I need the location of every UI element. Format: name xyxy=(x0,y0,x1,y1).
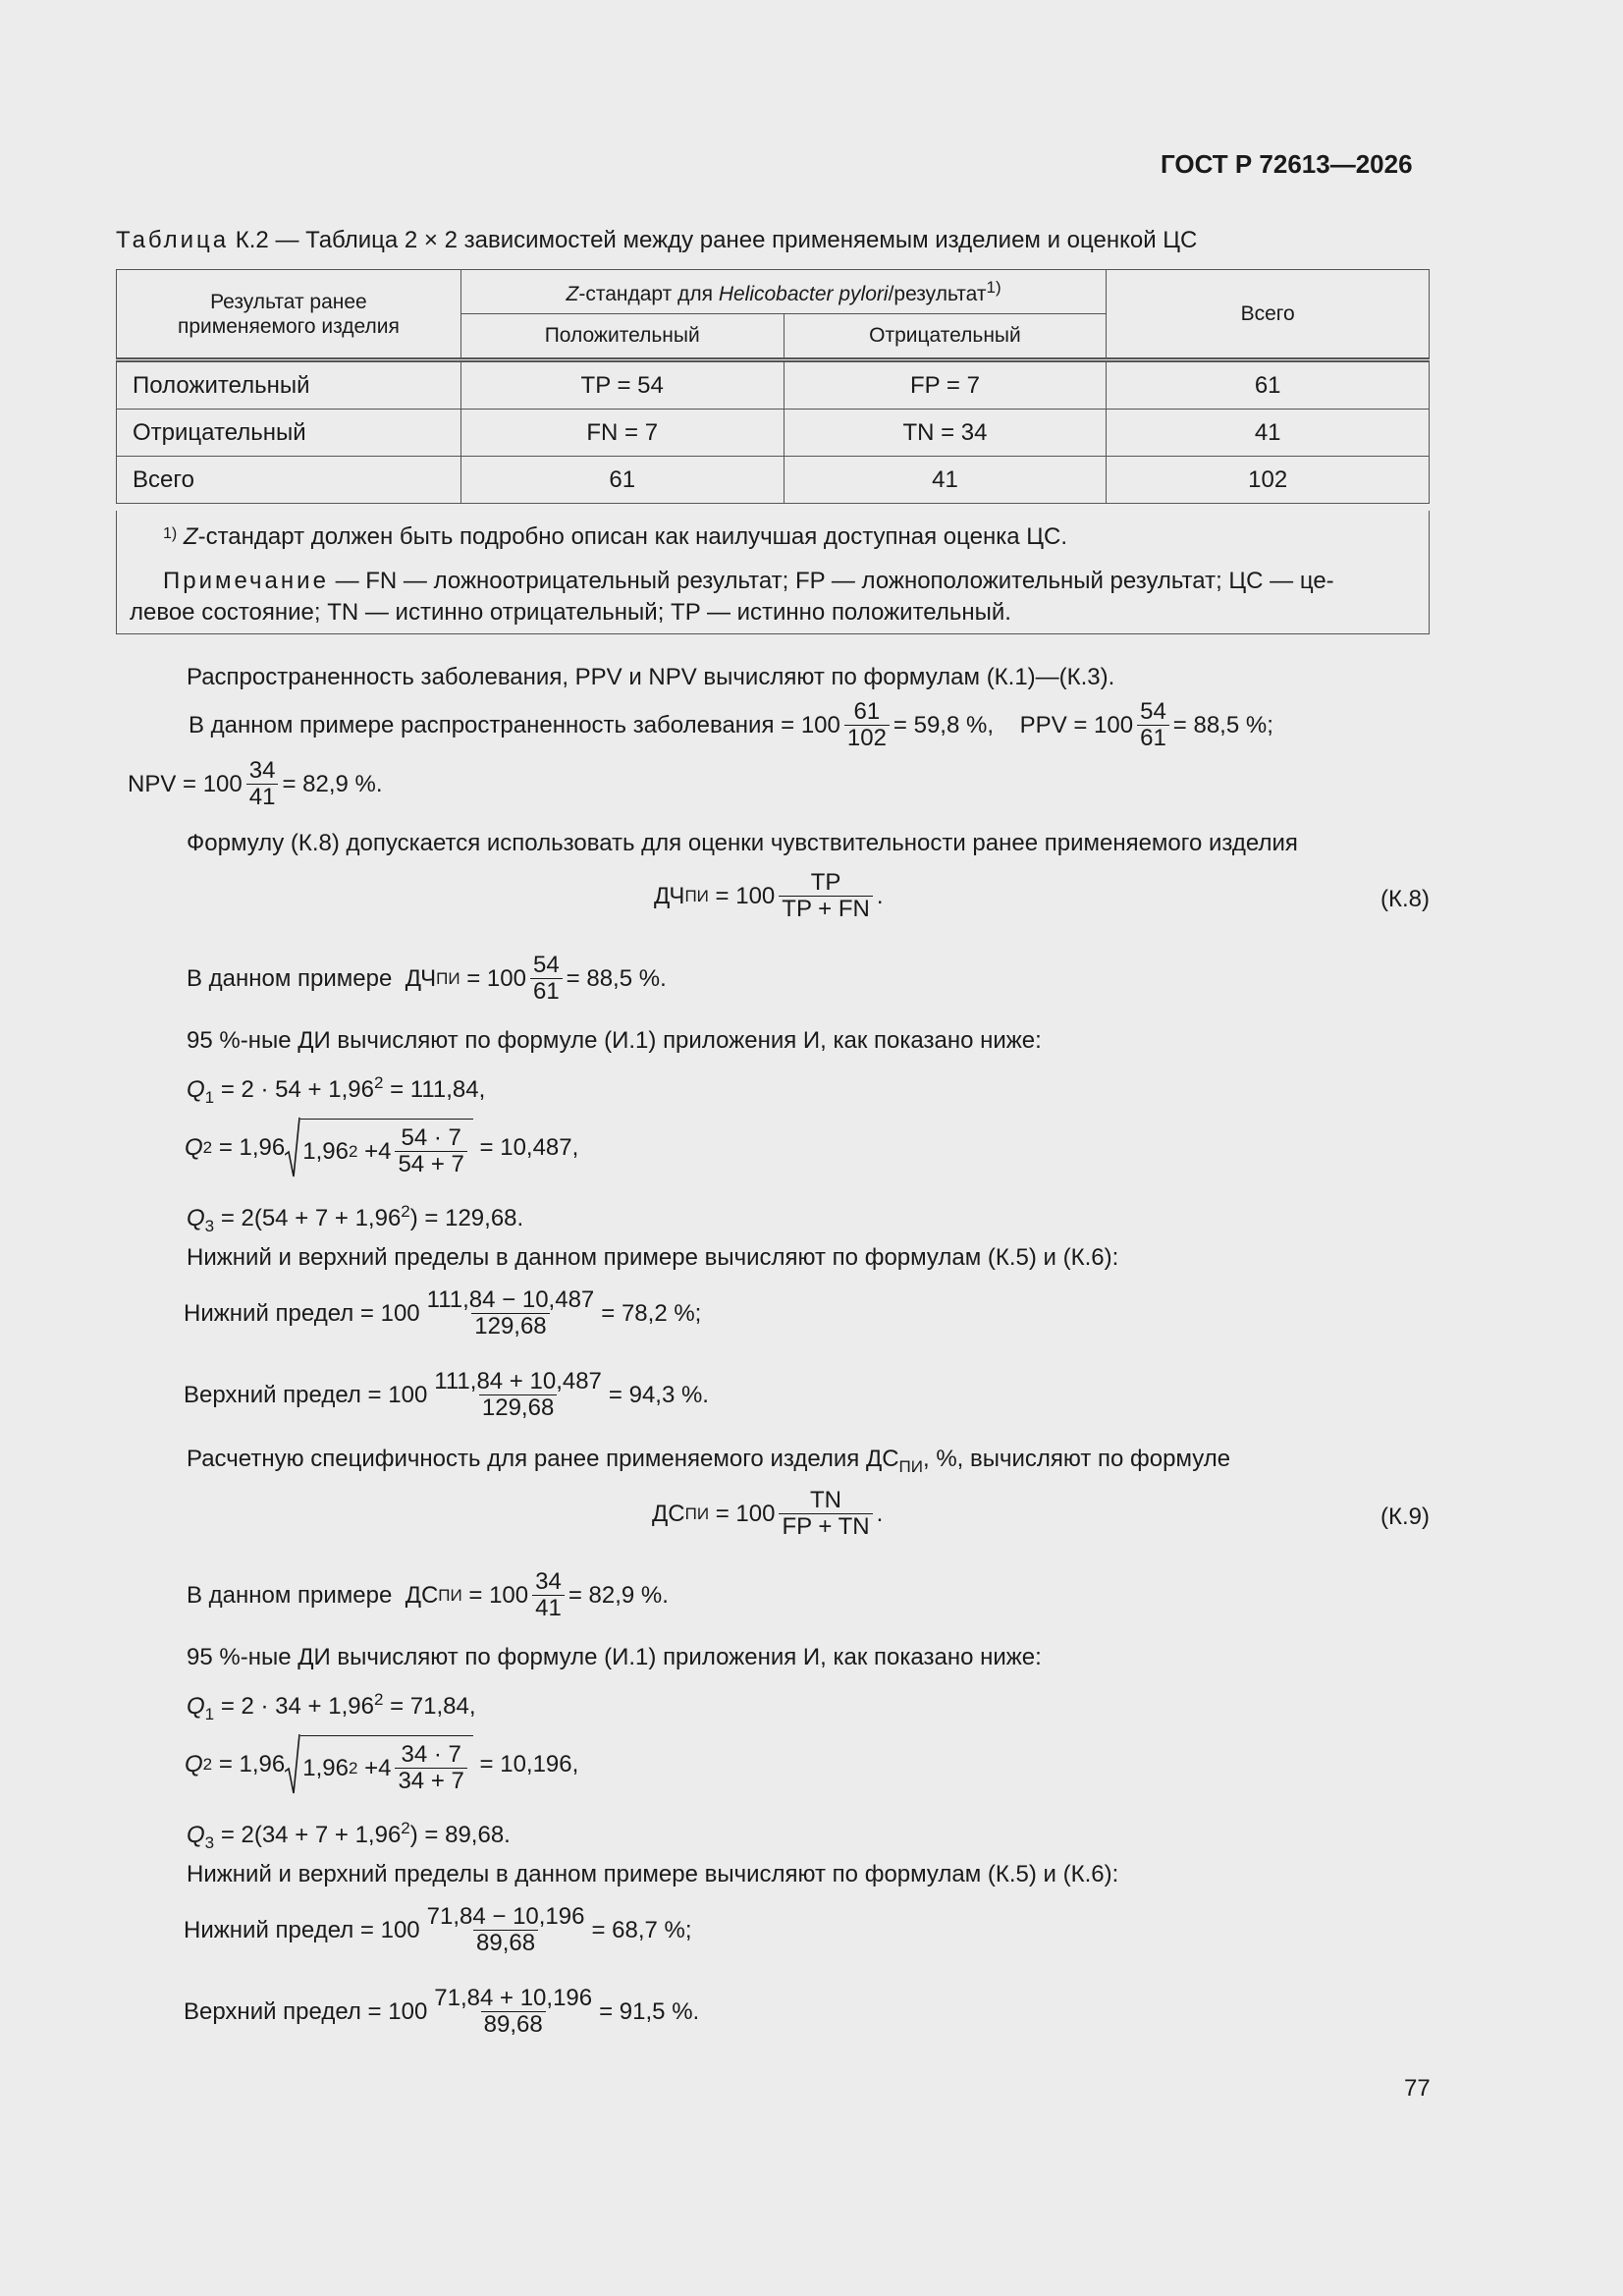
formula-k8: ДЧ ПИ = 100 $\frac{TP}{TP + FN}$ . xyxy=(654,869,884,922)
paragraph: 95 %-ные ДИ вычисляют по формуле (И.1) приложения И, как показано ниже: xyxy=(187,1027,1042,1054)
paragraph: Нижний и верхний пределы в данном примере вычисляют по формулам (К.5) и (К.6): xyxy=(187,1861,1119,1887)
cell: FP = 7 xyxy=(784,360,1107,410)
note-word: Примечание xyxy=(163,568,329,594)
formula-upper-2: Верхний предел = 100 $\frac{71,84 + 10,196}{89,68}$ = 91,5 %. xyxy=(184,1985,700,2038)
paragraph: 95 %-ные ДИ вычисляют по формуле (И.1) приложения И, как показано ниже: xyxy=(187,1644,1042,1670)
formula-lower-2: Нижний предел = 100 $\frac{71,84 - 10,196}{89,68}$ = 68,7 %; xyxy=(184,1903,692,1956)
table-row xyxy=(117,457,1430,504)
formula-q1: $Q_1 = 2 \cdot 54 + 1,96^2 = 111,84$, xyxy=(187,1073,486,1107)
sqrt-sign: 1,96 2 +4 $\frac{54 \cdot 7}{54 + 7}$ xyxy=(285,1116,473,1180)
header-positive: Положительный xyxy=(460,314,784,360)
header-z-standard: Z-стандарт для Helicobacter pylori/результат$^{1)}$ xyxy=(460,270,1107,314)
formula-prevalence: В данном примере распространенность заболевания = 100 $\frac{61}{102}$ = 59,8 %, PPV = 100 $\frac{54}{61}$ = 88,5 %; xyxy=(189,698,1273,751)
formula-q3: $Q_3 = 2(54 + 7 + 1,96^2) = 129,68$. xyxy=(187,1202,524,1235)
contingency-table xyxy=(116,269,1430,504)
equation-number: (К.8) xyxy=(1380,886,1430,912)
cell: 41 xyxy=(784,457,1107,504)
paragraph: Распространенность заболевания, PPV и NPV вычисляют по формулам (К.1)—(К.3). xyxy=(187,664,1115,690)
cell: FN = 7 xyxy=(460,410,784,457)
cell: TP = 54 xyxy=(460,360,784,410)
table-row xyxy=(117,360,1430,410)
formula-spec-example: В данном примере ДС ПИ = 100 $\frac{34}{41}$ = 82,9 %. xyxy=(187,1568,669,1621)
row-label: Всего xyxy=(117,457,461,504)
formula-sens-example: В данном примере ДЧ ПИ = 100 $\frac{54}{61}$ = 88,5 %. xyxy=(187,952,667,1005)
paragraph: Нижний и верхний пределы в данном примере вычисляют по формулам (К.5) и (К.6): xyxy=(187,1244,1119,1271)
table-footnote: $^{1)}$ Z-стандарт должен быть подробно описан как наилучшая доступная оценка ЦС. xyxy=(163,523,1068,550)
header-negative: Отрицательный xyxy=(784,314,1107,360)
table-row xyxy=(117,410,1430,457)
cell: 61 xyxy=(460,457,784,504)
formula-lower-1: Нижний предел = 100 $\frac{111,84 - 10,487}{129,68}$ = 78,2 %; xyxy=(184,1286,702,1339)
cell: 41 xyxy=(1107,410,1430,457)
table-note-cont: левое состояние; TN — истинно отрицательный; TP — истинно положительный. xyxy=(130,599,1011,626)
table-caption-text: К.2 — Таблица 2 × 2 зависимостей между ранее применяемым изделием и оценкой ЦС xyxy=(235,227,1198,253)
header-result: Результат ранее применяемого изделия xyxy=(117,270,461,360)
row-label: Отрицательный xyxy=(117,410,461,457)
formula-npv: NPV = 100 $\frac{34}{41}$ = 82,9 %. xyxy=(128,757,383,810)
equation-number: (К.9) xyxy=(1380,1503,1430,1530)
table-note: Примечание — FN — ложноотрицательный результат; FP — ложноположительный результат; ЦС — це- xyxy=(163,568,1334,594)
cell: 102 xyxy=(1107,457,1430,504)
table-caption-word: Таблица xyxy=(116,227,230,253)
header-total: Всего xyxy=(1107,270,1430,360)
formula-q3: $Q_3 = 2(34 + 7 + 1,96^2) = 89,68$. xyxy=(187,1819,511,1852)
row-label: Положительный xyxy=(117,360,461,410)
cell: TN = 34 xyxy=(784,410,1107,457)
cell: 61 xyxy=(1107,360,1430,410)
document-header: ГОСТ Р 72613—2026 xyxy=(1161,149,1413,179)
formula-upper-1: Верхний предел = 100 $\frac{111,84 + 10,487}{129,68}$ = 94,3 %. xyxy=(184,1368,709,1421)
sqrt-sign: 1,96 2 +4 $\frac{34 \cdot 7}{34 + 7}$ xyxy=(285,1732,473,1797)
formula-q2: Q 2 = 1,96 1,96 2 +4 $\frac{34 \cdot 7}{34 + 7}$ = 10,196, xyxy=(185,1732,578,1797)
table-caption xyxy=(116,227,1197,254)
page-number: 77 xyxy=(1404,2075,1431,2102)
paragraph: Формулу (К.8) допускается использовать для оценки чувствительности ранее применяемого изделия xyxy=(187,830,1298,856)
formula-q2: Q 2 = 1,96 1,96 2 +4 $\frac{54 \cdot 7}{54 + 7}$ = 10,487, xyxy=(185,1116,578,1180)
paragraph: Расчетную специфичность для ранее применяемого изделия $ДС_{ПИ}$, %, вычисляют по формуле xyxy=(187,1446,1231,1476)
formula-q1: $Q_1 = 2 \cdot 34 + 1,96^2 = 71,84$, xyxy=(187,1690,476,1723)
formula-k9: ДС ПИ = 100 $\frac{TN}{FP + TN}$ . xyxy=(652,1487,884,1540)
